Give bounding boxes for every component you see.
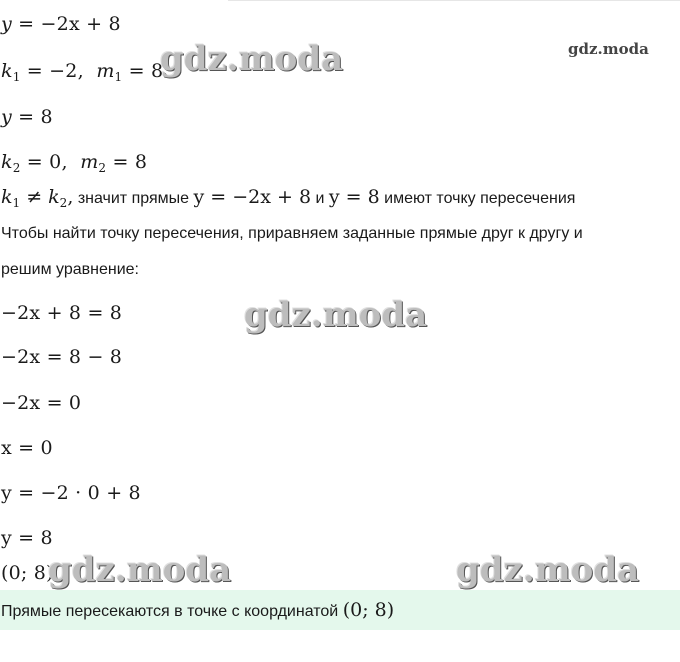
k1-value: −2, — [49, 60, 84, 82]
and-word: и — [315, 190, 325, 207]
coefficients-line-1: $k_1 = -2$, $m_1 = 8$ — [1, 60, 164, 84]
coefficients-line-2: $k_2 = 0$, $m_2 = 8$ — [1, 151, 148, 175]
comparison-line: $k_1 \ne k_2$, значит прямые y = −2x + 8 и y = 8 имеют точку пересечения — [1, 186, 576, 210]
solve-step-2: −2x = 8 − 8 — [1, 346, 123, 368]
m2-value: 8 — [134, 151, 148, 173]
watermark-logo: gdz.moda — [244, 295, 428, 335]
comparison-tail: имеют точку пересечения — [384, 190, 576, 207]
watermark-logo: gdz.moda — [160, 39, 344, 79]
line-2-formula: y = 8 — [328, 186, 380, 208]
equation-2-rhs: 8 — [40, 106, 53, 128]
answer-label: Прямые пересекаются в точке с координатой — [1, 603, 339, 620]
instruction-line-2: решим уравнение: — [1, 261, 139, 278]
answer-line — [1, 598, 394, 624]
m1-value: 8 — [150, 60, 164, 82]
watermark-logo-small: gdz.moda — [568, 40, 649, 58]
solve-step-1: −2x + 8 = 8 — [1, 302, 123, 324]
equation-line-1: y = −2x + 8 — [1, 13, 121, 35]
k2-value: 0, — [49, 151, 68, 173]
watermark-logo: gdz.moda — [456, 550, 640, 590]
answer-point: (0; 8) — [342, 599, 395, 621]
line-1-formula: y = −2x + 8 — [193, 186, 312, 208]
solve-step-4: x = 0 — [1, 437, 53, 459]
equation-rhs: −2x + 8 — [40, 13, 121, 35]
watermark-logo: gdz.moda — [48, 550, 232, 590]
top-divider — [228, 0, 680, 1]
comparison-word: значит прямые — [77, 190, 190, 207]
solve-step-5: y = −2 · 0 + 8 — [1, 482, 141, 504]
solve-step-3: −2x = 0 — [1, 392, 82, 414]
instruction-line-1: Чтобы найти точку пересечения, приравняем заданные прямые друг к другу и — [1, 225, 583, 242]
equation-line-2: y = 8 — [1, 106, 53, 128]
solve-step-6: y = 8 — [1, 527, 53, 549]
intersection-point: (0; 8) — [1, 562, 54, 584]
